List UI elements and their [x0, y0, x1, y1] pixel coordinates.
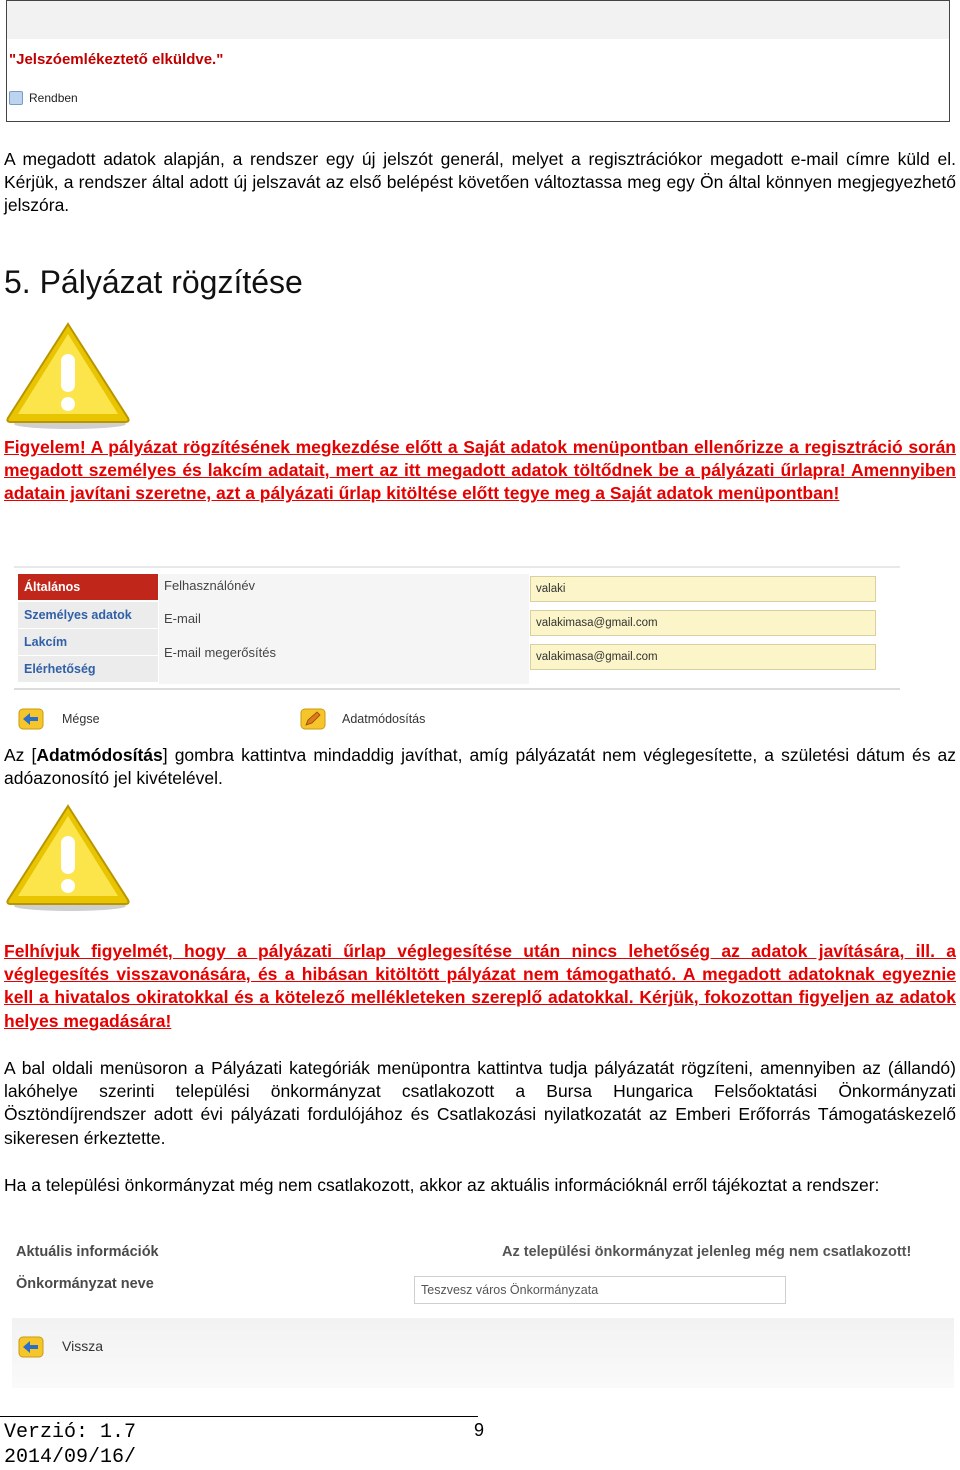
email-confirm-field[interactable]: valakimasa@gmail.com — [530, 644, 876, 670]
cancel-label: Mégse — [62, 712, 100, 726]
confirm-message: "Jelszóemlékeztető elküldve." — [9, 51, 224, 68]
paragraph-modify — [4, 744, 956, 790]
confirm-dialog-screenshot — [6, 0, 950, 122]
page-number: 9 — [474, 1420, 485, 1440]
back-arrow-icon — [18, 708, 44, 730]
footer-divider — [0, 1416, 478, 1417]
menu-item-general[interactable]: Általános — [18, 574, 158, 600]
button-bar — [12, 1318, 954, 1388]
modify-label: Adatmódosítás — [342, 712, 426, 726]
municipality-field[interactable]: Teszvesz város Önkormányzata — [414, 1276, 786, 1304]
divider — [14, 688, 900, 690]
email-confirm-label: E-mail megerősítés — [164, 645, 276, 660]
footer-version: Verzió: 1.7 — [4, 1421, 137, 1444]
checkbox-icon — [9, 91, 23, 105]
warning-finalize: Felhívjuk figyelmét, hogy a pályázati űrlap véglegesítése után nincs lehetőség az adatok javítására, ill. a véglegesítés visszavonására, és a hibásan kitöltött pályázat nem támogatható. A megadott adatoknak egyeznie kell a hivatalos okiratokkal és a kötelező mellékleteken szereplő adatokkal. Kérjük, fokozottan figyeljen az adatok helyes megadására! — [4, 941, 956, 1031]
menu-item-contact[interactable]: Elérhetőség — [18, 656, 158, 682]
pencil-icon — [300, 708, 326, 730]
username-field[interactable]: valaki — [530, 576, 876, 602]
email-field[interactable]: valakimasa@gmail.com — [530, 610, 876, 636]
personal-data-form-screenshot — [14, 566, 900, 744]
warning-own-data: Figyelem! A pályázat rögzítésének megkezdése előtt a Saját adatok menüpontban ellenőrizze a regisztráció során megadott személyes és lakcím adatait, mert az itt megadott adatok töltődnek be a pályázati űrlapra! Amennyiben adatain javítani szeretne, azt a pályázati űrlap kitöltése előtt tegye meg a Saját adatok menüpontban! — [4, 437, 956, 504]
username-label: Felhasználónév — [164, 578, 256, 593]
paragraph-category: A bal oldali menüsoron a Pályázati kategóriák menüpontra kattintva tudja pályázatát rögzíteni, amennyiben az (állandó) lakóhelye szerinti települési önkormányzat csatlakozott a Bursa Hungarica Felsőoktatási Önkormányzati Ösztöndíjrendszer adott évi pályázati fordulójához és Csatlakozási nyilatkozatát az Emberi Erőforrás Támogatáskezelő sikeresen érkeztette. — [4, 1058, 956, 1148]
footer-date: 2014/09/16/ — [4, 1446, 137, 1469]
municipality-label: Önkormányzat neve — [16, 1276, 154, 1292]
current-info-label: Aktuális információk — [16, 1244, 159, 1260]
section-title: 5. Pályázat rögzítése — [4, 264, 303, 300]
divider — [14, 566, 900, 568]
info-screenshot — [12, 1236, 954, 1388]
paragraph-new-password: A megadott adatok alapján, a rendszer egy új jelszót generál, melyet a regisztrációkor megadott e-mail címre küld el. Kérjük, a rendszer által adott új jelszavát az első belépést követően változtassa meg egy Ön által könnyen megjegyezhető jelszóra. — [4, 149, 956, 216]
warning-icon — [4, 320, 132, 430]
not-joined-notice: Az települési önkormányzat jelenleg még nem csatlakozott! — [502, 1244, 912, 1260]
back-arrow-icon — [18, 1336, 44, 1358]
ok-label: Rendben — [29, 91, 78, 105]
email-label: E-mail — [164, 611, 201, 626]
para2-after: ] gombra kattintva mindaddig javíthat, amíg pályázatát nem véglegesítette, a születési dátum és az adóazonosító jel kivételével. — [4, 745, 956, 789]
dialog-header — [7, 1, 949, 39]
paragraph-not-joined: Ha a települési önkormányzat még nem csatlakozott, akkor az aktuális információknál erről tájékoztat a rendszer: — [4, 1175, 880, 1195]
back-label: Vissza — [62, 1338, 103, 1354]
warning-icon — [4, 802, 132, 912]
ok-button[interactable] — [9, 91, 78, 105]
para2-bold: Adatmódosítás — [36, 745, 163, 765]
menu-item-personal[interactable]: Személyes adatok — [18, 602, 158, 628]
para2-before: Az [ — [4, 745, 37, 765]
menu-item-address[interactable]: Lakcím — [18, 629, 158, 655]
